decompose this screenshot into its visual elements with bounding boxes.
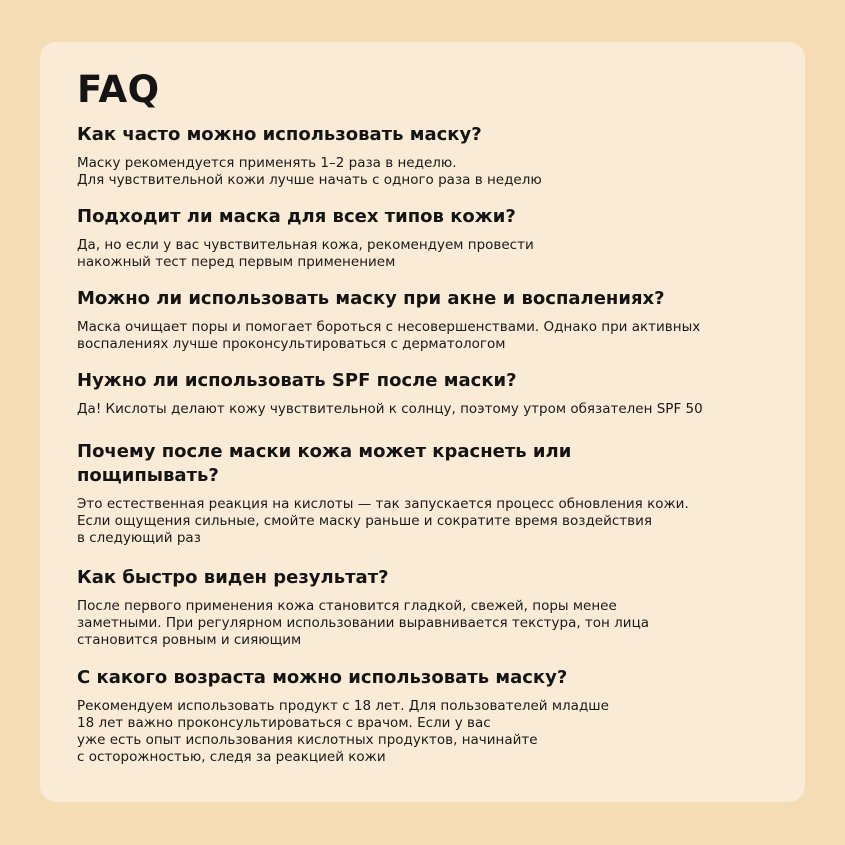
faq-question: Нужно ли использовать SPF после маски? [77,370,517,391]
faq-item [77,123,777,189]
faq-question: Можно ли использовать маску при акне и воспалениях? [77,288,665,309]
faq-question: Как часто можно использовать маску? [77,124,482,145]
faq-item [77,205,777,271]
faq-question: Как быстро виден результат? [77,567,389,588]
faq-answer: Маску рекомендуется применять 1–2 раза в неделю. Для чувствительной кожи лучше начать с одного раза в неделю [77,155,542,188]
faq-answer: После первого применения кожа становится гладкой, свежей, поры менее заметными. При регулярном использовании выравнивается текстура, тон лица становится ровным и сияющим [77,598,650,648]
faq-question: С какого возраста можно использовать маску? [77,667,568,688]
faq-answer: Это естественная реакция на кислоты — так запускается процесс обновления кожи. Если ощущения сильные, смойте маску раньше и сократите время воздействия в следующий раз [77,496,689,546]
faq-item [77,287,777,353]
faq-item [77,666,777,766]
page-title: FAQ [77,68,160,111]
faq-answer: Рекомендуем использовать продукт с 18 лет. Для пользователей младше 18 лет важно проконсультироваться с врачом. Если у вас уже есть опыт использования кислотных продуктов, начинайте с осторожностью, следя за реакцией кожи [77,698,609,765]
faq-answer: Да! Кислоты делают кожу чувствительной к солнцу, поэтому утром обязателен SPF 50 [77,401,703,417]
faq-answer: Да, но если у вас чувствительная кожа, рекомендуем провести накожный тест перед первым применением [77,237,534,270]
faq-item [77,369,777,418]
faq-answer: Маска очищает поры и помогает бороться с несовершенствами. Однако при активных воспалениях лучше проконсультироваться с дерматологом [77,319,701,352]
faq-question: Почему после маски кожа может краснеть или пощипывать? [77,441,572,486]
faq-question: Подходит ли маска для всех типов кожи? [77,206,516,227]
faq-item [77,440,777,547]
faq-item [77,566,777,649]
